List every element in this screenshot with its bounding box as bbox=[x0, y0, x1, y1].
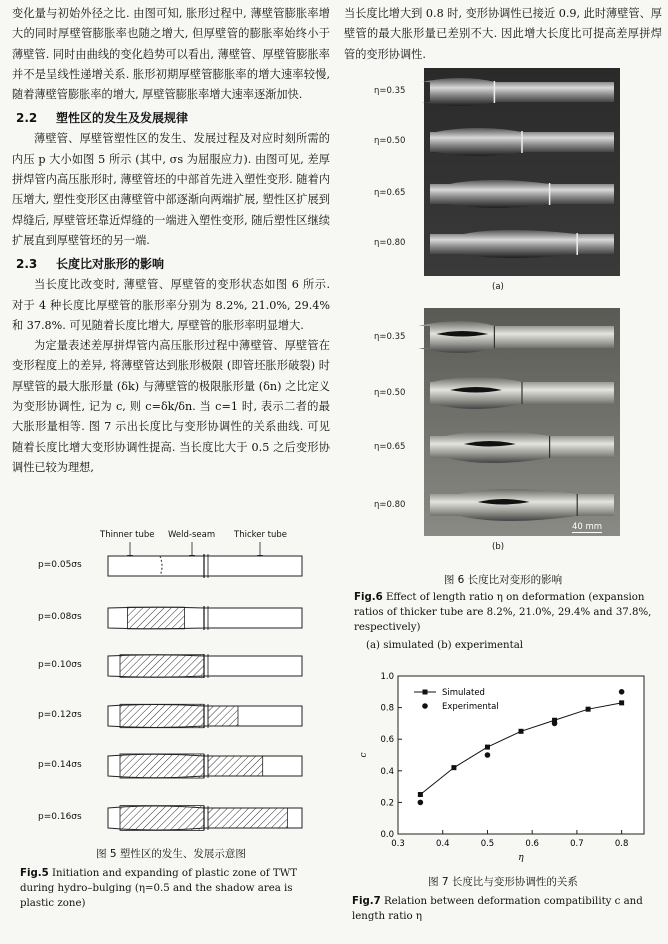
y-tick-label: 0.8 bbox=[380, 703, 394, 714]
experimental-tubes bbox=[424, 308, 620, 536]
x-tick-label: 0.3 bbox=[391, 839, 405, 849]
thicker-tube-outline bbox=[204, 556, 302, 576]
figure-6-caption-en bbox=[354, 590, 654, 635]
figure-6-label: Fig.6 bbox=[354, 592, 383, 603]
eta-label: η=0.50 bbox=[374, 136, 406, 146]
experimental-tube bbox=[430, 489, 614, 521]
figure-6-caption-cn: 图 6 长度比对变形的影响 bbox=[443, 574, 563, 586]
eta-label: η=0.80 bbox=[374, 500, 406, 510]
figure-7-caption-text: Relation between deformation compatibility c and length ratio η bbox=[352, 896, 643, 922]
eta-label: η=0.50 bbox=[374, 388, 406, 398]
figure-7-label: Fig.7 bbox=[352, 896, 381, 907]
thicker-tube-outline bbox=[204, 656, 302, 676]
eta-label: η=0.65 bbox=[374, 442, 406, 452]
x-tick-label: 0.8 bbox=[614, 839, 629, 849]
data-point-experimental bbox=[552, 721, 558, 727]
figure-7-chart bbox=[352, 666, 652, 863]
eta-label: η=0.80 bbox=[374, 238, 406, 248]
data-point-simulated bbox=[519, 729, 524, 734]
figure-6-caption-sub: (a) simulated (b) experimental bbox=[366, 640, 524, 651]
figure-5-caption-cn: 图 5 塑性区的发生、发展示意图 bbox=[96, 848, 246, 860]
legend-experimental: Experimental bbox=[442, 702, 499, 712]
y-axis-label: c bbox=[359, 752, 369, 758]
data-point-simulated bbox=[485, 745, 490, 750]
eta-label: η=0.35 bbox=[374, 86, 406, 96]
section-heading-2-2 bbox=[16, 108, 330, 128]
plastic-zone-thick bbox=[208, 706, 238, 726]
plastic-zone-thick bbox=[208, 808, 287, 828]
x-tick-label: 0.5 bbox=[480, 839, 495, 849]
scale-bar: 40 mm bbox=[572, 522, 603, 532]
simulated-tube bbox=[430, 230, 614, 258]
y-tick-label: 0.4 bbox=[380, 766, 394, 777]
data-point-simulated bbox=[451, 765, 456, 770]
figure-5-label: Fig.5 bbox=[20, 868, 49, 879]
pressure-label: p=0.14σs bbox=[38, 760, 82, 770]
simulated-tubes bbox=[424, 68, 620, 276]
legend-simulated: Simulated bbox=[442, 688, 485, 698]
section-number: 2.3 bbox=[16, 257, 38, 272]
figure-7-caption-en bbox=[352, 894, 652, 924]
thicker-tube-outline bbox=[204, 608, 302, 628]
paragraph-conclusion: 当长度比增大到 0.8 时, 变形协调性已接近 0.9, 此时薄壁管、厚壁管的最大胀形量已差别不大. 因此增大长度比可提高差厚拼焊管的变形协调性. bbox=[344, 7, 662, 61]
pressure-label: p=0.05σs bbox=[38, 560, 82, 570]
paragraph-plastic-zone: 薄壁管、厚壁管塑性区的发生、发展过程及对应时刻所需的内压 p 大小如图 5 所示 (其中, σs 为屈服应力). 由图可见, 差厚拼焊管内高压胀形时, 薄壁管坯的中部首先进入塑性变形. 随着内压增大, 塑性变形区由薄壁管中部逐渐向两端扩展, 塑性区扩展到焊缝后, 厚壁管坯靠近焊缝的一端进入塑性变形, 随后塑性区继续扩展直到厚壁管坯的另一端. bbox=[12, 132, 330, 247]
data-point-simulated bbox=[586, 707, 591, 712]
x-axis-label: η bbox=[518, 853, 524, 863]
data-point-experimental bbox=[619, 689, 625, 695]
pressure-label: p=0.10σs bbox=[38, 660, 82, 670]
y-tick-label: 0.0 bbox=[380, 830, 394, 840]
thinner-tube-outline bbox=[108, 556, 204, 576]
left-column bbox=[12, 0, 330, 478]
paragraph-compatibility: 为定量表述差厚拼焊管内高压胀形过程中薄壁管、厚壁管在变形程度上的差异, 将薄壁管达到胀形极限 (即管坯胀形破裂) 时厚壁管的最大胀形量 (δk) 与薄壁管的极限胀形量 (δn) 之比定义为变形协调性, 记为 c, 则 c=δk/δn. 当 c=1 时, 表示二者的最大胀形量相等. 图 7 示出长度比与变形协调性的关系曲线. 可见随着长度比增大变形协调性提高. 当长度比大于 0.5 之后变形协调性已较为理想, bbox=[12, 339, 330, 474]
x-tick-label: 0.7 bbox=[570, 839, 584, 849]
label-thicker-tube: Thicker tube bbox=[234, 530, 288, 540]
paragraph-length-ratio: 当长度比改变时, 薄壁管、厚壁管的变形状态如图 6 所示. 对于 4 种长度比厚壁管的胀形率分别为 8.2%, 21.0%, 29.4% 和 37.8%. 可见随着长度比增大, 厚壁管的胀形率明显增大. bbox=[12, 278, 330, 332]
eta-label: η=0.35 bbox=[374, 332, 406, 342]
tube-diagram bbox=[106, 650, 306, 684]
plastic-zone-thin bbox=[120, 704, 204, 727]
figure-6 bbox=[344, 68, 662, 633]
pressure-label: p=0.08σs bbox=[38, 612, 82, 622]
x-tick-label: 0.4 bbox=[435, 839, 450, 849]
plastic-zone-thick bbox=[208, 756, 263, 776]
tube-diagram bbox=[106, 802, 306, 836]
tube-diagram bbox=[106, 700, 306, 734]
plastic-zone-thin bbox=[127, 607, 184, 629]
legend-marker-circle bbox=[422, 703, 428, 709]
x-tick-label: 0.6 bbox=[525, 839, 539, 849]
label-weld-seam: Weld-seam bbox=[168, 530, 216, 540]
figure-5 bbox=[12, 528, 330, 909]
tube-diagram bbox=[106, 602, 306, 636]
y-tick-label: 1.0 bbox=[380, 672, 394, 682]
figure-6b-label: (b) bbox=[492, 542, 505, 552]
plot-frame bbox=[398, 676, 644, 834]
plastic-zone-thin bbox=[120, 754, 204, 778]
data-point-experimental bbox=[485, 752, 491, 758]
figure-7-caption-cn: 图 7 长度比与变形协调性的关系 bbox=[428, 876, 578, 888]
simulated-tube bbox=[430, 180, 614, 208]
figure-6-caption-text: Effect of length ratio η on deformation (expansion ratios of thicker tube are 8.2%, 21.0%, 29.4% and 37.8%, respectively) bbox=[354, 592, 652, 633]
right-column bbox=[344, 0, 662, 65]
section-title: 塑性区的发生及发展规律 bbox=[56, 111, 189, 126]
simulated-tube bbox=[422, 78, 614, 106]
data-point-experimental bbox=[418, 800, 424, 806]
experimental-tube bbox=[430, 431, 614, 463]
figure-5-caption-text: Initiation and expanding of plastic zone of TWT during hydro–bulging (η=0.5 and the shadow area is plastic zone) bbox=[20, 868, 297, 909]
experimental-tube bbox=[418, 321, 614, 353]
tube-diagram bbox=[106, 750, 306, 784]
section-number: 2.2 bbox=[16, 111, 38, 126]
y-tick-label: 0.6 bbox=[380, 735, 394, 746]
data-point-simulated bbox=[418, 792, 423, 797]
tube-diagram bbox=[106, 550, 306, 584]
pressure-label: p=0.12σs bbox=[38, 710, 82, 720]
paragraph-expansion-rate: 变化量与初始外径之比. 由图可知, 胀形过程中, 薄壁管膨胀率增大的同时厚壁管膨胀率也随之增大, 但厚壁管的膨胀率始终小于薄壁管. 同时由曲线的变化趋势可以看出, 薄壁管、厚壁管膨胀率并不是呈线性递增关系. 胀形初期厚壁管膨胀率的增大速率较慢, 随着薄壁管膨胀率的增大, 厚壁管膨胀率增大速率逐渐加快. bbox=[12, 7, 330, 102]
y-tick-label: 0.2 bbox=[380, 798, 394, 809]
data-point-simulated bbox=[619, 700, 624, 705]
legend-marker-square bbox=[423, 690, 428, 695]
plastic-zone-thin bbox=[120, 806, 204, 831]
section-title: 长度比对胀形的影响 bbox=[56, 257, 165, 272]
section-heading-2-3 bbox=[16, 254, 330, 274]
pressure-label: p=0.16σs bbox=[38, 812, 82, 822]
eta-label: η=0.65 bbox=[374, 188, 406, 198]
figure-5-caption-en bbox=[20, 866, 320, 911]
label-thinner-tube: Thinner tube bbox=[100, 530, 155, 540]
figure-6a-label: (a) bbox=[492, 282, 504, 292]
plastic-zone-thin bbox=[120, 655, 204, 678]
